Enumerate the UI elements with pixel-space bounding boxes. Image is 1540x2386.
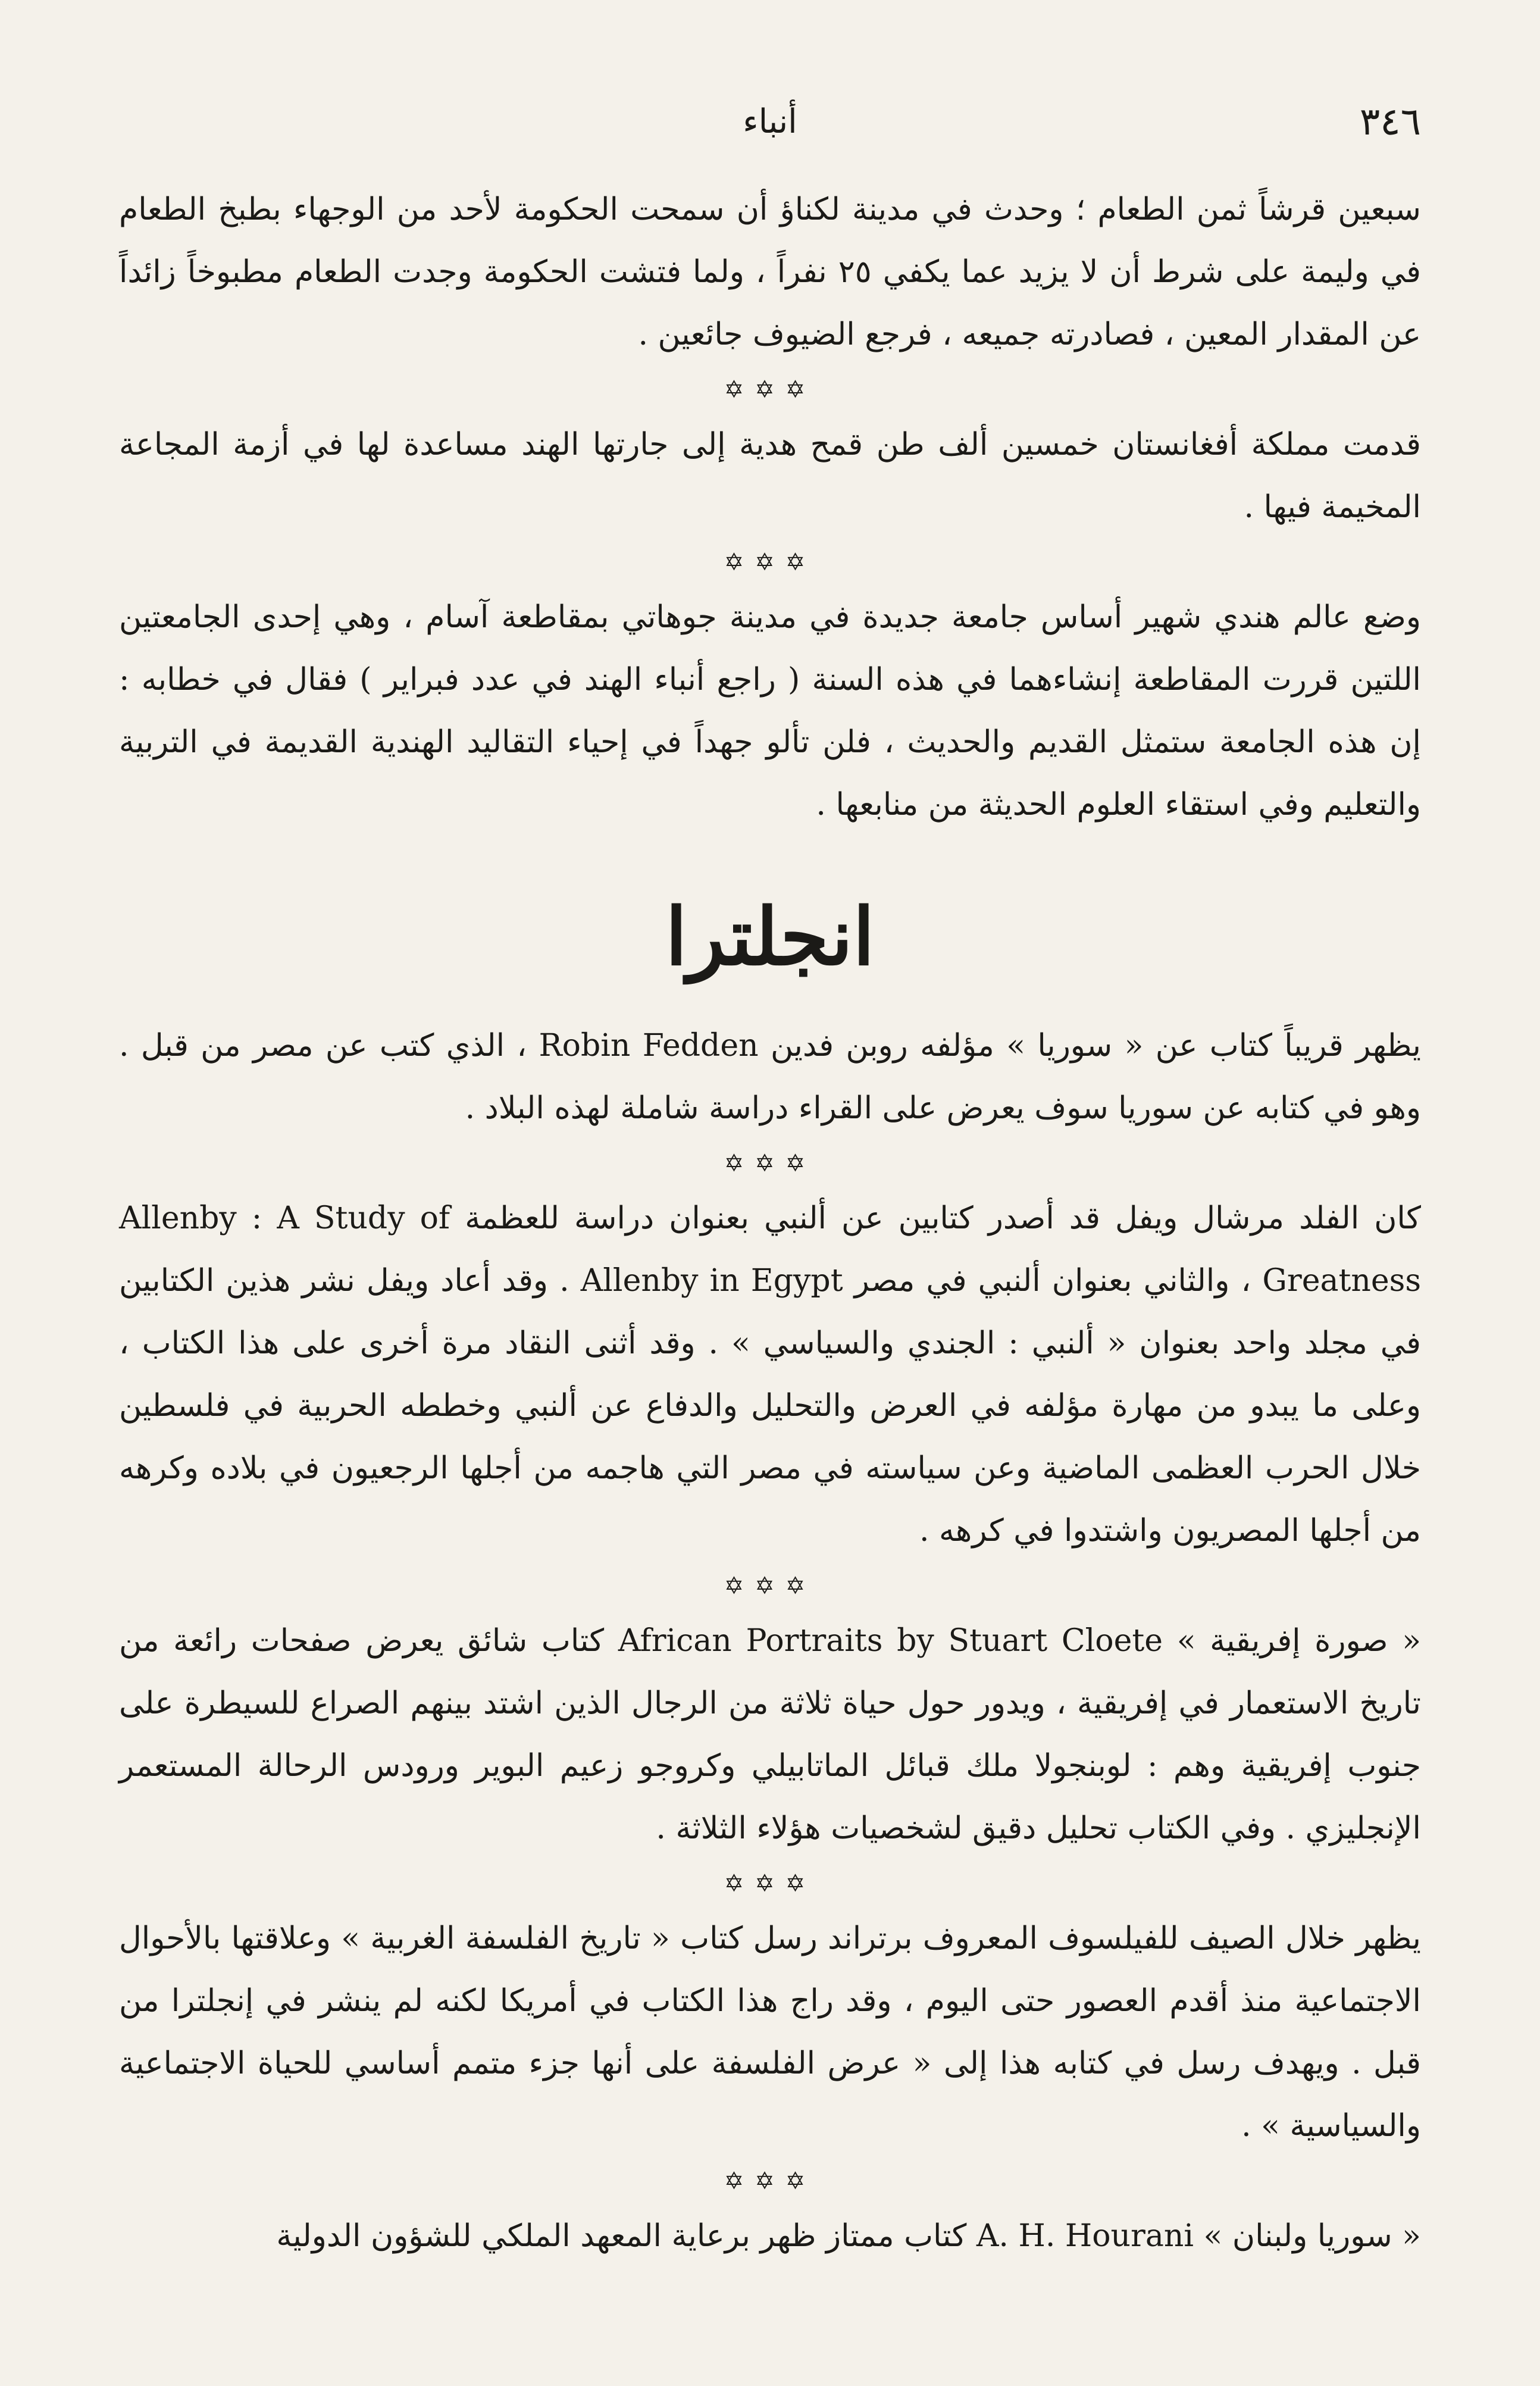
paragraph-syria-lebanon: « سوريا ولبنان » A. H. Hourani كتاب ممتاز ظهر برعاية المعهد الملكي للشؤون الدولية	[276, 2218, 1421, 2254]
star-separator: ✡✡✡	[724, 1870, 816, 1897]
paragraph-african-portraits: « صورة إفريقية » African Portraits by Stuart Cloete كتاب شائق يعرض صفحات رائعة من تاريخ الاستعمار في إفريقية ، ويدور حول حياة ثلاثة من الرجال الذين اشتد بينهم الصراع للسيطرة على جنوب إفريقية وهم : لوبنجولا ملك قبائل الماتابيلي وكروجو زعيم البوير ورودس الرحالة المستعمر الإنجليزي . وفي الكتاب تحليل دقيق لشخصيات هؤلاء الثلاثة .	[119, 1623, 1422, 1846]
star-separator: ✡✡✡	[724, 376, 816, 404]
paragraph-afghanistan-wheat: قدمت مملكة أفغانستان خمسين ألف طن قمح هدية إلى جارتها الهند مساعدة لها في أزمة المجاعة المخيمة فيها .	[119, 427, 1421, 525]
paragraph-new-university: وضع عالم هندي شهير أساس جامعة جديدة في مدينة جوهاتي بمقاطعة آسام ، وهي إحدى الجامعتين اللتين قررت المقاطعة إنشاءهما في هذه السنة ( راجع أنباء الهند في عدد فبراير ) فقال في خطابه : إن هذه الجامعة ستمثل القديم والحديث ، فلن تألو جهداً في إحياء التقاليد الهندية القديمة في التربية والتعليم وفي استقاء العلوم الحديثة من منابعها .	[119, 599, 1421, 823]
star-separator: ✡✡✡	[724, 1572, 816, 1600]
page-header	[119, 89, 1421, 155]
running-title: أنباء	[743, 102, 797, 141]
paragraph-syria-book: يظهر قريباً كتاب عن « سوريا » مؤلفه روبن فدين Robin Fedden ، الذي كتب عن مصر من قبل . وهو في كتابه عن سوريا سوف يعرض على القراء دراسة شاملة لهذه البلاد .	[119, 1028, 1422, 1126]
paragraph-russell-philosophy: يظهر خلال الصيف للفيلسوف المعروف برتراند رسل كتاب « تاريخ الفلسفة الغربية » وعلاقتها بالأحوال الاجتماعية منذ أقدم العصور حتى اليوم ، وقد راج هذا الكتاب في أمريكا لكنه لم ينشر في إنجلترا من قبل . ويهدف رسل في كتابه هذا إلى « عرض الفلسفة على أنها جزء متمم أساسي للحياة الاجتماعية والسياسية » .	[119, 1921, 1421, 2144]
star-separator: ✡✡✡	[724, 549, 816, 576]
section-title: انجلترا	[665, 891, 875, 983]
article-body	[119, 179, 1421, 2268]
paragraph-food-limit: سبعين قرشاً ثمن الطعام ؛ وحدث في مدينة لكناؤ أن سمحت الحكومة لأحد من الوجهاء بطبخ الطعام في وليمة على شرط أن لا يزيد عما يكفي ٢٥ نفراً ، ولما فتشت الحكومة وجدت الطعام مطبوخاً زائداً عن المقدار المعين ، فصادرته جميعه ، فرجع الضيوف جائعين .	[119, 192, 1421, 352]
star-separator: ✡✡✡	[724, 2168, 816, 2195]
page-number: ٣٤٦	[1359, 100, 1421, 144]
star-separator: ✡✡✡	[724, 1150, 816, 1177]
paragraph-allenby-books: كان الفلد مرشال ويفل قد أصدر كتابين عن ألنبي بعنوان دراسة للعظمة Allenby : A Study of Greatness ، والثاني بعنوان ألنبي في مصر Allenby in Egypt . وقد أعاد ويفل نشر هذين الكتابين في مجلد واحد بعنوان « ألنبي : الجندي والسياسي » . وقد أثنى النقاد مرة أخرى على هذا الكتاب ، وعلى ما يبدو من مهارة مؤلفه في العرض والتحليل والدفاع عن ألنبي وخططه الحربية في فلسطين خلال الحرب العظمى الماضية وعن سياسته في مصر التي هاجمه من أجلها الرجعيون في بلاده وكرهه من أجلها المصريون واشتدوا في كرهه .	[119, 1200, 1422, 1549]
